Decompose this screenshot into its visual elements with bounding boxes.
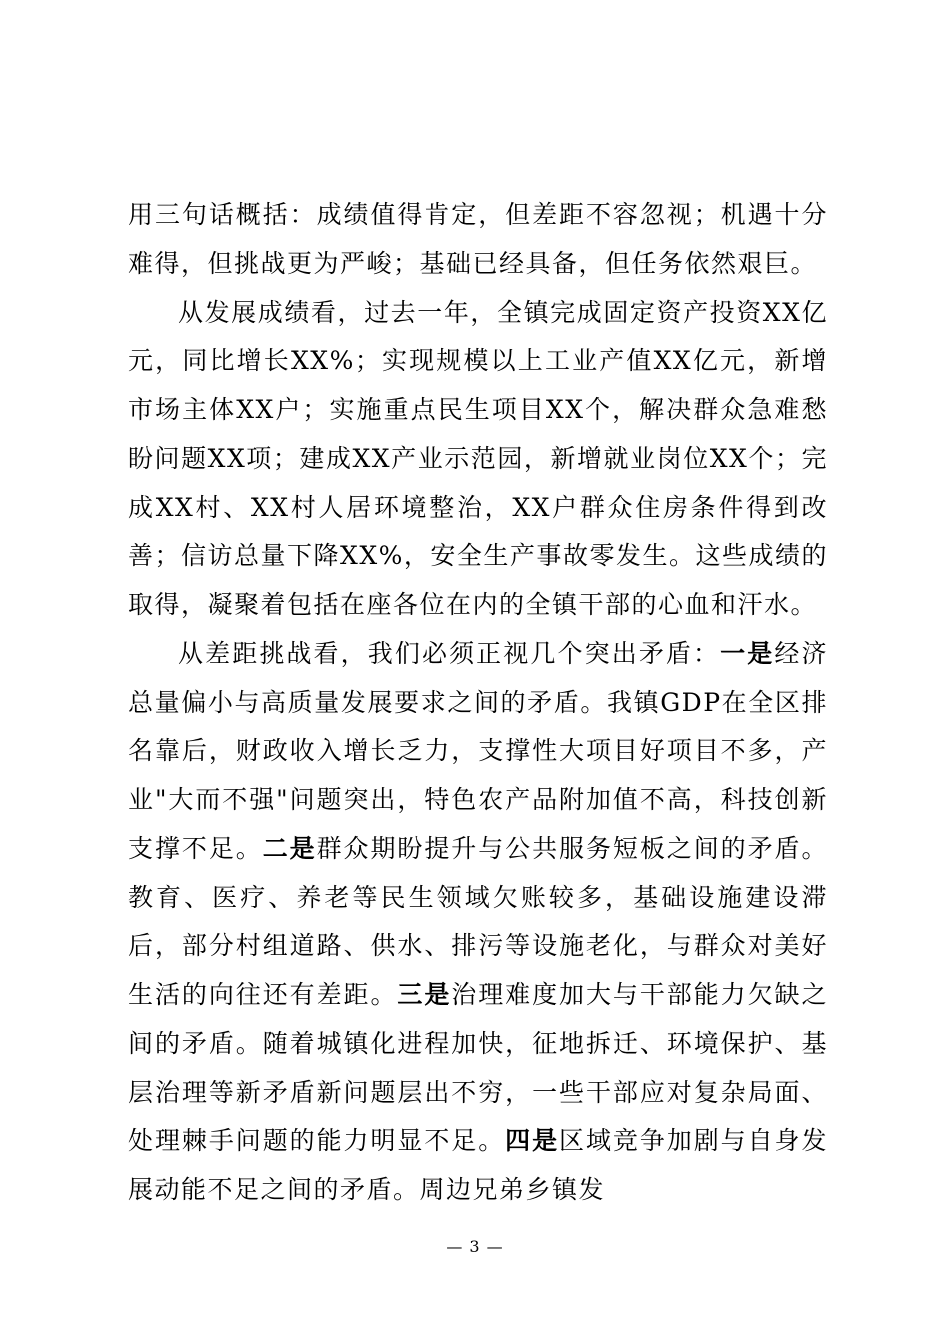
bold-marker-second: 二是 bbox=[262, 833, 317, 863]
bold-marker-fourth: 四是 bbox=[505, 1126, 560, 1156]
text-segment: 区域竞争加剧与自身发展动能不足之间的矛盾。周边兄弟乡镇发 bbox=[128, 1126, 828, 1204]
text-segment: 群众期盼提升与公共服务短板之间的矛盾。教育、医疗、养老等民生领域欠账较多，基础设施建设滞后，部分村组道路、供水、排污等设施老化，与群众对美好生活的向往还有差距。 bbox=[128, 833, 828, 1009]
page-number: — 3 — bbox=[446, 1237, 504, 1256]
text-segment: 治理难度加大与干部能力欠缺之间的矛盾。随着城镇化进程加快，征地拆迁、环境保护、基层治理等新矛盾新问题层出不穷，一些干部应对复杂局面、处理棘手问题的能力明显不足。 bbox=[128, 980, 828, 1156]
bold-marker-third: 三是 bbox=[397, 980, 452, 1009]
document-body bbox=[128, 191, 828, 1215]
text-segment: 从发展成绩看，过去一年，全镇完成固定资产投资XX亿元，同比增长XX%；实现规模以上工业产值XX亿元，新增市场主体XX户；实施重点民生项目XX个，解决群众急难愁盼问题XX项；建成XX产业示范园，新增就业岗位XX个；完成XX村、XX村人居环境整治，XX户群众住房条件得到改善；信访总量下降XX%，安全生产事故零发生。这些成绩的取得，凝聚着包括在座各位在内的全镇干部的心血和汗水。 bbox=[128, 297, 828, 619]
paragraph-summary bbox=[128, 191, 828, 289]
text-segment: 从差距挑战看，我们必须正视几个突出矛盾： bbox=[178, 638, 721, 668]
text-segment: 经济总量偏小与高质量发展要求之间的矛盾。我镇GDP在全区排名靠后，财政收入增长乏力，支撑性大项目好项目不多，产业"大而不强"问题突出，特色农产品附加值不高，科技创新支撑不足。 bbox=[128, 638, 828, 863]
paragraph-achievements bbox=[128, 289, 828, 630]
text-segment: 用三句话概括：成绩值得肯定，但差距不容忽视；机遇十分难得，但挑战更为严峻；基础已经具备，但任务依然艰巨。 bbox=[128, 200, 828, 278]
paragraph-challenges bbox=[128, 630, 828, 1215]
bold-marker-first: 一是 bbox=[720, 638, 775, 668]
